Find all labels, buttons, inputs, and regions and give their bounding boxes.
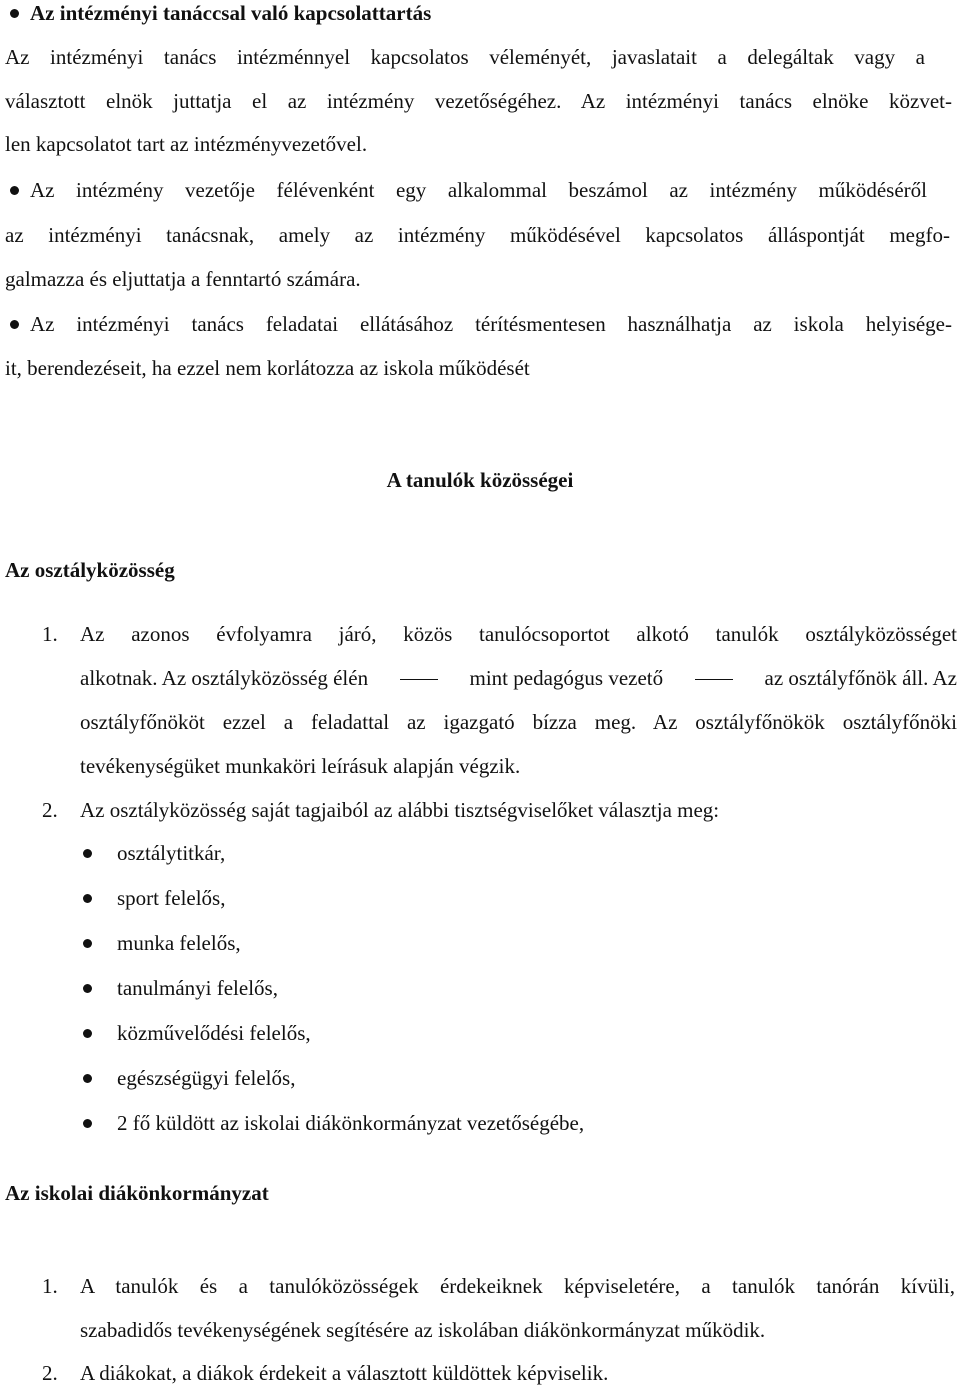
bullet-icon — [83, 939, 92, 948]
role-item: közművelődési felelős, — [117, 1021, 311, 1045]
paragraph-line: választott elnök juttatja el az intézmény vezetőségéhez. Az intézményi tanács elnöke közvet- — [5, 89, 952, 113]
dash — [400, 679, 438, 680]
bullet-icon — [83, 849, 92, 858]
list-item-line: szabadidős tevékenységének segítésére az iskolában diákönkormányzat működik. — [80, 1318, 766, 1342]
role-item: egészségügyi felelős, — [117, 1066, 296, 1090]
bullet-text-line: galmazza és eljuttatja a fenntartó számára. — [5, 267, 361, 291]
role-item: munka felelős, — [117, 931, 241, 955]
bullet-icon — [83, 1119, 92, 1128]
paragraph-line: Az intézményi tanács intézménnyel kapcsolatos véleményét, javaslatait a delegáltak vagy a — [5, 45, 925, 69]
subheading: Az osztályközösség — [5, 558, 175, 582]
list-item-line: tevékenységüket munkaköri leírásuk alapján végzik. — [80, 754, 521, 778]
bullet-icon — [83, 1029, 92, 1038]
text-segment: az osztályfőnök áll. Az — [764, 666, 957, 690]
text-segment: alkotnak. Az osztályközösség élén — [80, 666, 369, 690]
section-heading: Az intézményi tanáccsal való kapcsolattartás — [30, 1, 432, 25]
list-item-line: osztályfőnököt ezzel a feladattal az igazgató bízza meg. Az osztályfőnökök osztályfőnöki — [80, 710, 957, 734]
list-item-line: Az osztályközösség saját tagjaiból az alábbi tisztségviselőket választja meg: — [80, 798, 720, 822]
bullet-icon — [83, 1074, 92, 1083]
role-item: 2 fő küldött az iskolai diákönkormányzat vezetőségébe, — [117, 1111, 585, 1135]
text-segment: mint pedagógus vezető — [469, 666, 664, 690]
role-item: sport felelős, — [117, 886, 226, 910]
bullet-text-line: Az intézmény vezetője félévenként egy alkalommal beszámol az intézmény működéséről — [30, 178, 927, 202]
bullet-text-line: az intézményi tanácsnak, amely az intézmény működésével kapcsolatos álláspontját megfo- — [5, 223, 950, 247]
subheading: Az iskolai diákönkormányzat — [5, 1181, 269, 1205]
role-item: tanulmányi felelős, — [117, 976, 278, 1000]
role-item: osztálytitkár, — [117, 841, 226, 865]
list-number: 1. — [42, 1274, 58, 1298]
list-item-line — [80, 665, 957, 691]
bullet-icon — [10, 320, 19, 329]
bullet-text-line: Az intézményi tanács feladatai ellátásához térítésmentesen használhatja az iskola helyisége- — [30, 312, 952, 336]
list-item-line: Az azonos évfolyamra járó, közös tanulócsoportot alkotó tanulók osztályközösséget — [80, 622, 957, 646]
bullet-icon — [83, 984, 92, 993]
list-item-line: A diákokat, a diákok érdekeit a választott küldöttek képviselik. — [80, 1361, 609, 1385]
dash — [695, 679, 733, 680]
list-number: 2. — [42, 798, 58, 822]
list-item-line: A tanulók és a tanulóközösségek érdekeiknek képviseletére, a tanulók tanórán kívüli, — [80, 1274, 955, 1298]
list-number: 1. — [42, 622, 58, 646]
paragraph-line: len kapcsolatot tart az intézményvezetővel. — [5, 132, 368, 156]
bullet-icon — [10, 9, 19, 18]
bullet-text-line: it, berendezéseit, ha ezzel nem korlátozza az iskola működését — [5, 356, 530, 380]
bullet-icon — [10, 186, 19, 195]
section-title: A tanulók közösségei — [386, 468, 574, 492]
list-number: 2. — [42, 1361, 58, 1385]
bullet-icon — [83, 894, 92, 903]
